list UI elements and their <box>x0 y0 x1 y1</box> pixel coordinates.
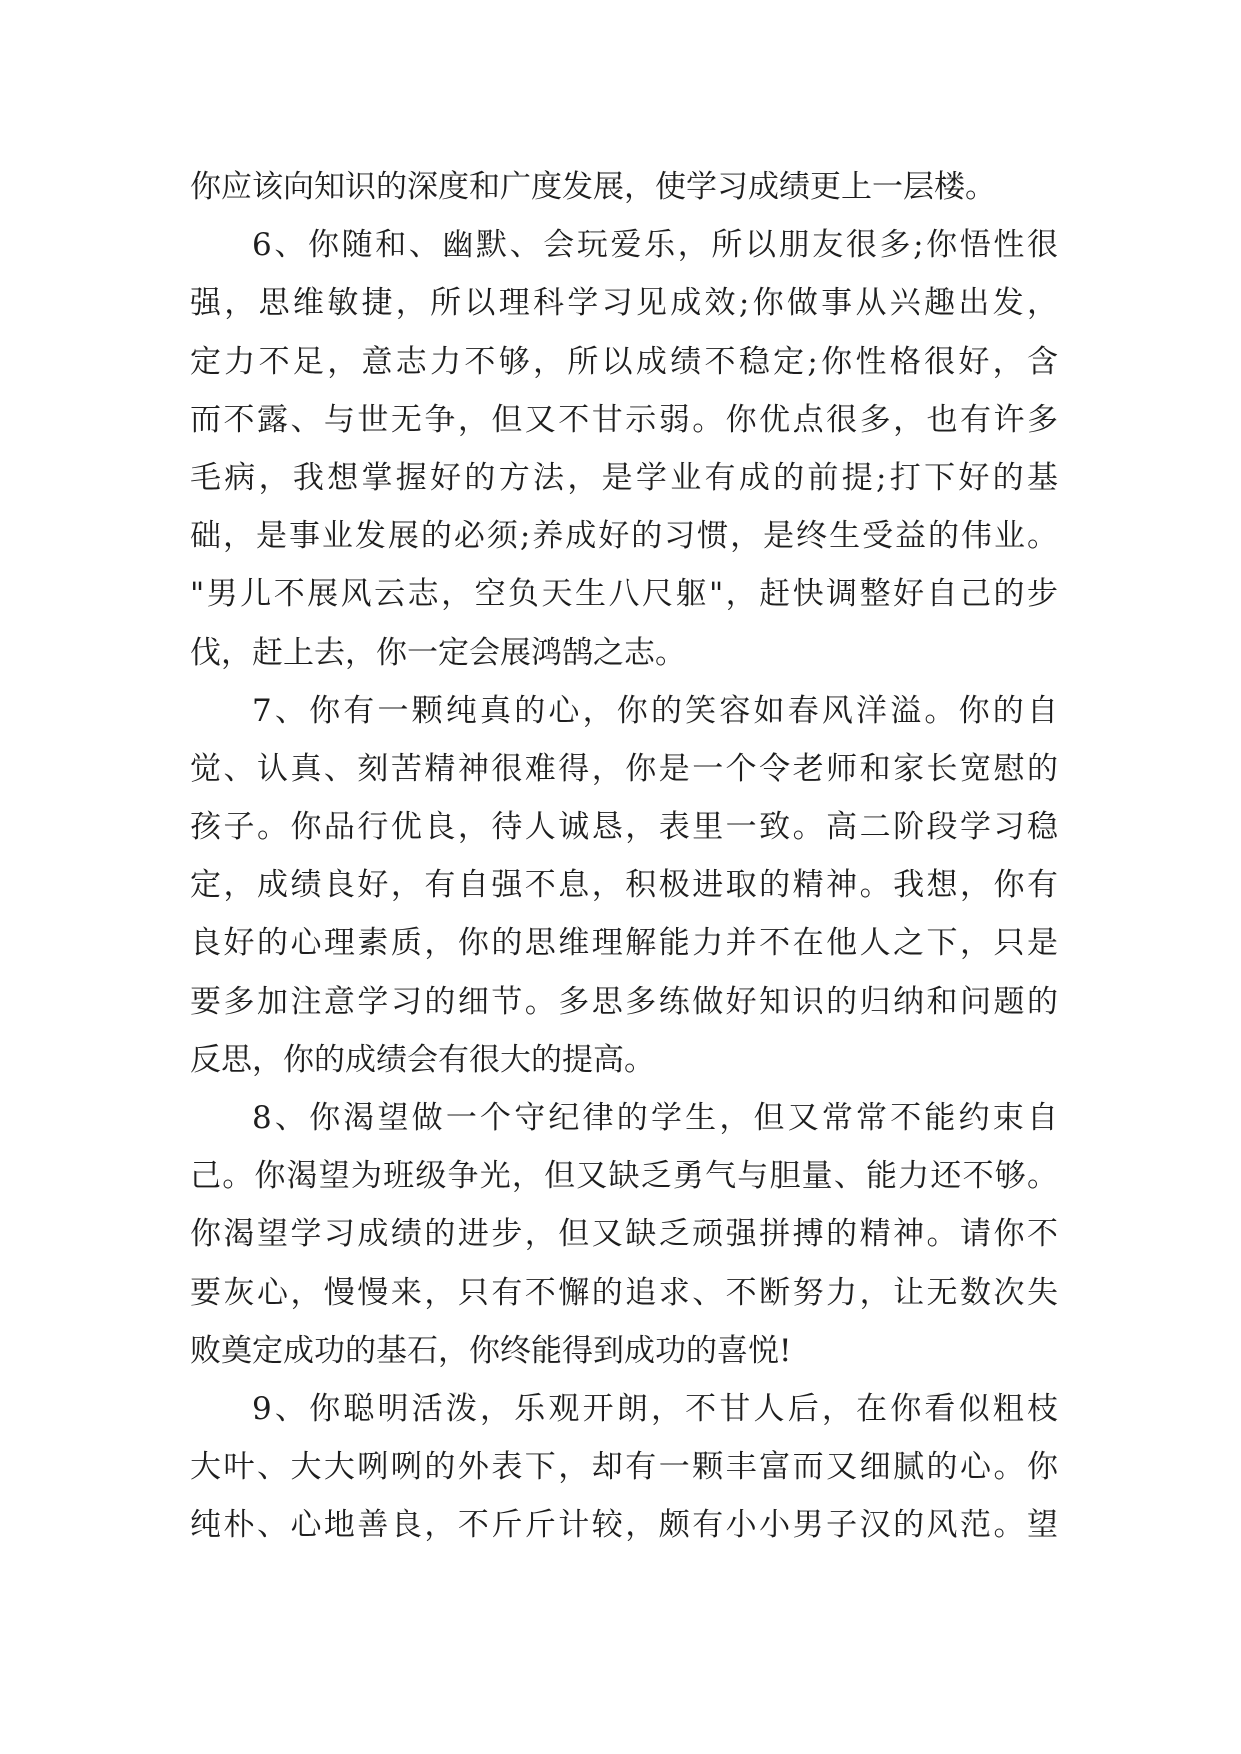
text-line: 6、你随和、幽默、会玩爱乐，所以朋友很多;你悟性很 <box>252 227 1058 264</box>
text-line: 己。你渴望为班级争光，但又缺乏勇气与胆量、能力还不够。 <box>190 1158 1058 1195</box>
text-line: 大叶、大大咧咧的外表下，却有一颗丰富而又细腻的心。你 <box>190 1449 1058 1486</box>
text-line: 你应该向知识的深度和广度发展，使学习成绩更上一层楼。 <box>190 169 996 205</box>
text-line: 强，思维敏捷，所以理科学习见成效;你做事从兴趣出发， <box>190 285 1058 322</box>
text-line: 础，是事业发展的必须;养成好的习惯，是终生受益的伟业。 <box>190 518 1058 555</box>
text-line: "男儿不展风云志，空负天生八尺躯"，赶快调整好自己的步 <box>190 576 1058 613</box>
document-body <box>190 158 1058 1555</box>
text-line: 8、你渴望做一个守纪律的学生，但又常常不能约束自 <box>252 1100 1058 1136</box>
text-line: 要多加注意学习的细节。多思多练做好知识的归纳和问题的 <box>190 983 1058 1020</box>
text-line: 定，成绩良好，有自强不息，积极进取的精神。我想，你有 <box>190 867 1058 904</box>
text-line: 而不露、与世无争，但又不甘示弱。你优点很多，也有许多 <box>190 401 1058 438</box>
text-line: 要灰心，慢慢来，只有不懈的追求、不断努力，让无数次失 <box>190 1274 1058 1311</box>
text-line: 反思，你的成绩会有很大的提高。 <box>190 1041 655 1078</box>
text-line: 伐，赶上去，你一定会展鸿鹄之志。 <box>190 634 686 671</box>
text-line: 良好的心理素质，你的思维理解能力并不在他人之下，只是 <box>190 925 1058 962</box>
text-line: 毛病，我想掌握好的方法，是学业有成的前提;打下好的基 <box>190 459 1058 496</box>
text-line: 你渴望学习成绩的进步，但又缺乏顽强拼搏的精神。请你不 <box>190 1216 1058 1253</box>
text-line: 7、你有一颗纯真的心，你的笑容如春风洋溢。你的自 <box>252 692 1058 729</box>
text-line: 9、你聪明活泼，乐观开朗，不甘人后，在你看似粗枝 <box>252 1390 1058 1427</box>
text-line: 纯朴、心地善良，不斤斤计较，颇有小小男子汉的风范。望 <box>190 1507 1058 1544</box>
text-line: 定力不足，意志力不够，所以成绩不稳定;你性格很好，含 <box>190 343 1058 380</box>
text-line: 败奠定成功的基石，你终能得到成功的喜悦! <box>190 1332 792 1369</box>
text-line: 孩子。你品行优良，待人诚恳，表里一致。高二阶段学习稳 <box>190 809 1058 846</box>
text-line: 觉、认真、刻苦精神很难得，你是一个令老师和家长宽慰的 <box>190 750 1058 787</box>
